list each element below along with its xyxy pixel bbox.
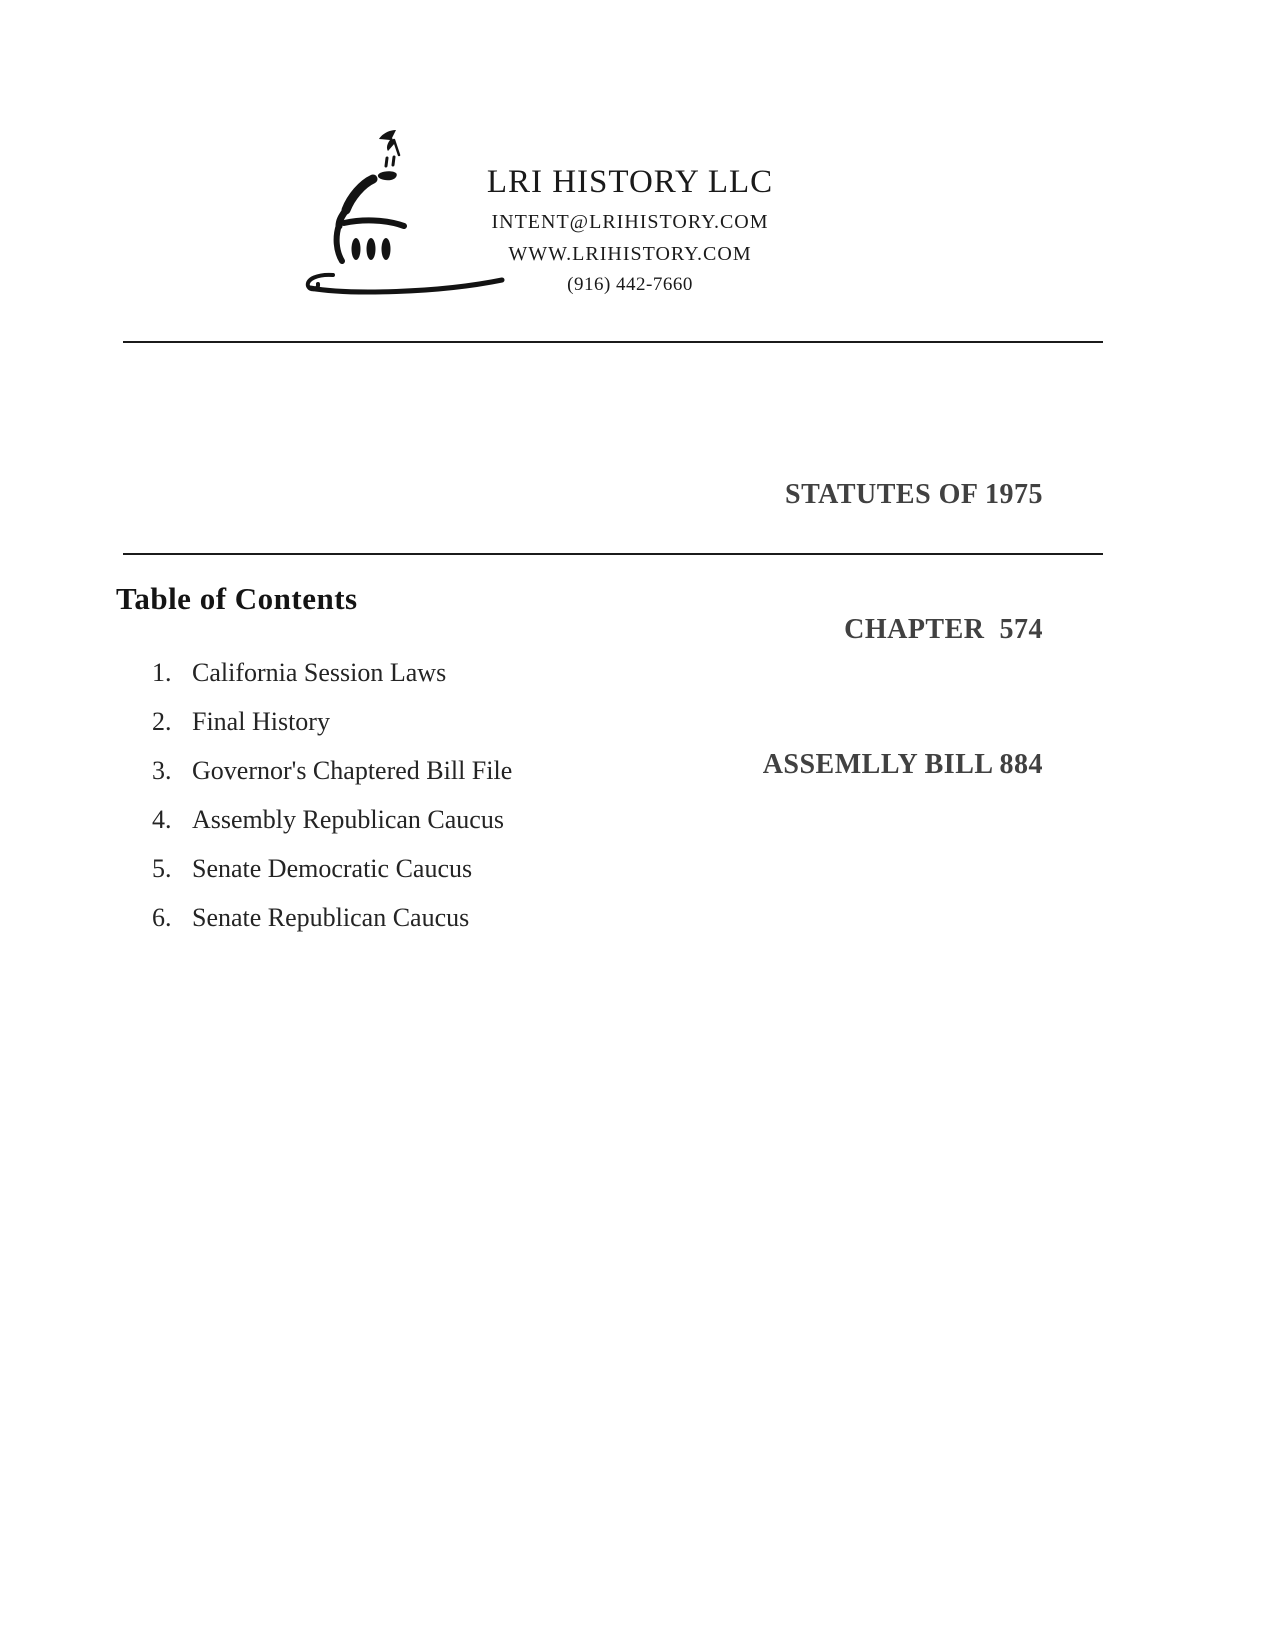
toc-item-label: California Session Laws [192,658,447,687]
website-text: WWW.LRIHISTORY.COM [508,243,752,265]
email-text: INTENT@LRIHISTORY.COM [491,211,769,233]
chapter-line: CHAPTER 574 [844,614,1043,645]
toc-item-number: 6. [152,903,172,932]
toc-item-number: 2. [152,707,172,736]
toc-item-number: 5. [152,854,172,883]
phone-text: (916) 442-7660 [567,274,693,295]
title-divider [123,553,1103,555]
toc-heading: Table of Contents [116,581,358,616]
toc-list [152,656,512,950]
toc-item [152,754,512,787]
toc-item [152,901,512,934]
toc-item-label: Senate Democratic Caucus [192,854,473,883]
header-contact-block [430,164,830,297]
toc-item [152,705,512,738]
toc-item [152,803,512,836]
statutes-line: STATUTES OF 1975 [785,479,1043,510]
toc-item-label: Governor's Chaptered Bill File [192,756,513,785]
toc-item [152,852,512,885]
toc-item-label: Senate Republican Caucus [192,903,470,932]
company-name: LRI HISTORY LLC [486,164,774,200]
title-block [763,382,1043,877]
toc-item-number: 3. [152,756,172,785]
toc-item-number: 4. [152,805,172,834]
toc-item-label: Final History [192,707,330,736]
bill-line: ASSEMLLY BILL 884 [762,749,1043,780]
header-divider [123,341,1103,343]
toc-item-label: Assembly Republican Caucus [192,805,504,834]
toc-item [152,656,512,689]
toc-item-number: 1. [152,658,172,687]
